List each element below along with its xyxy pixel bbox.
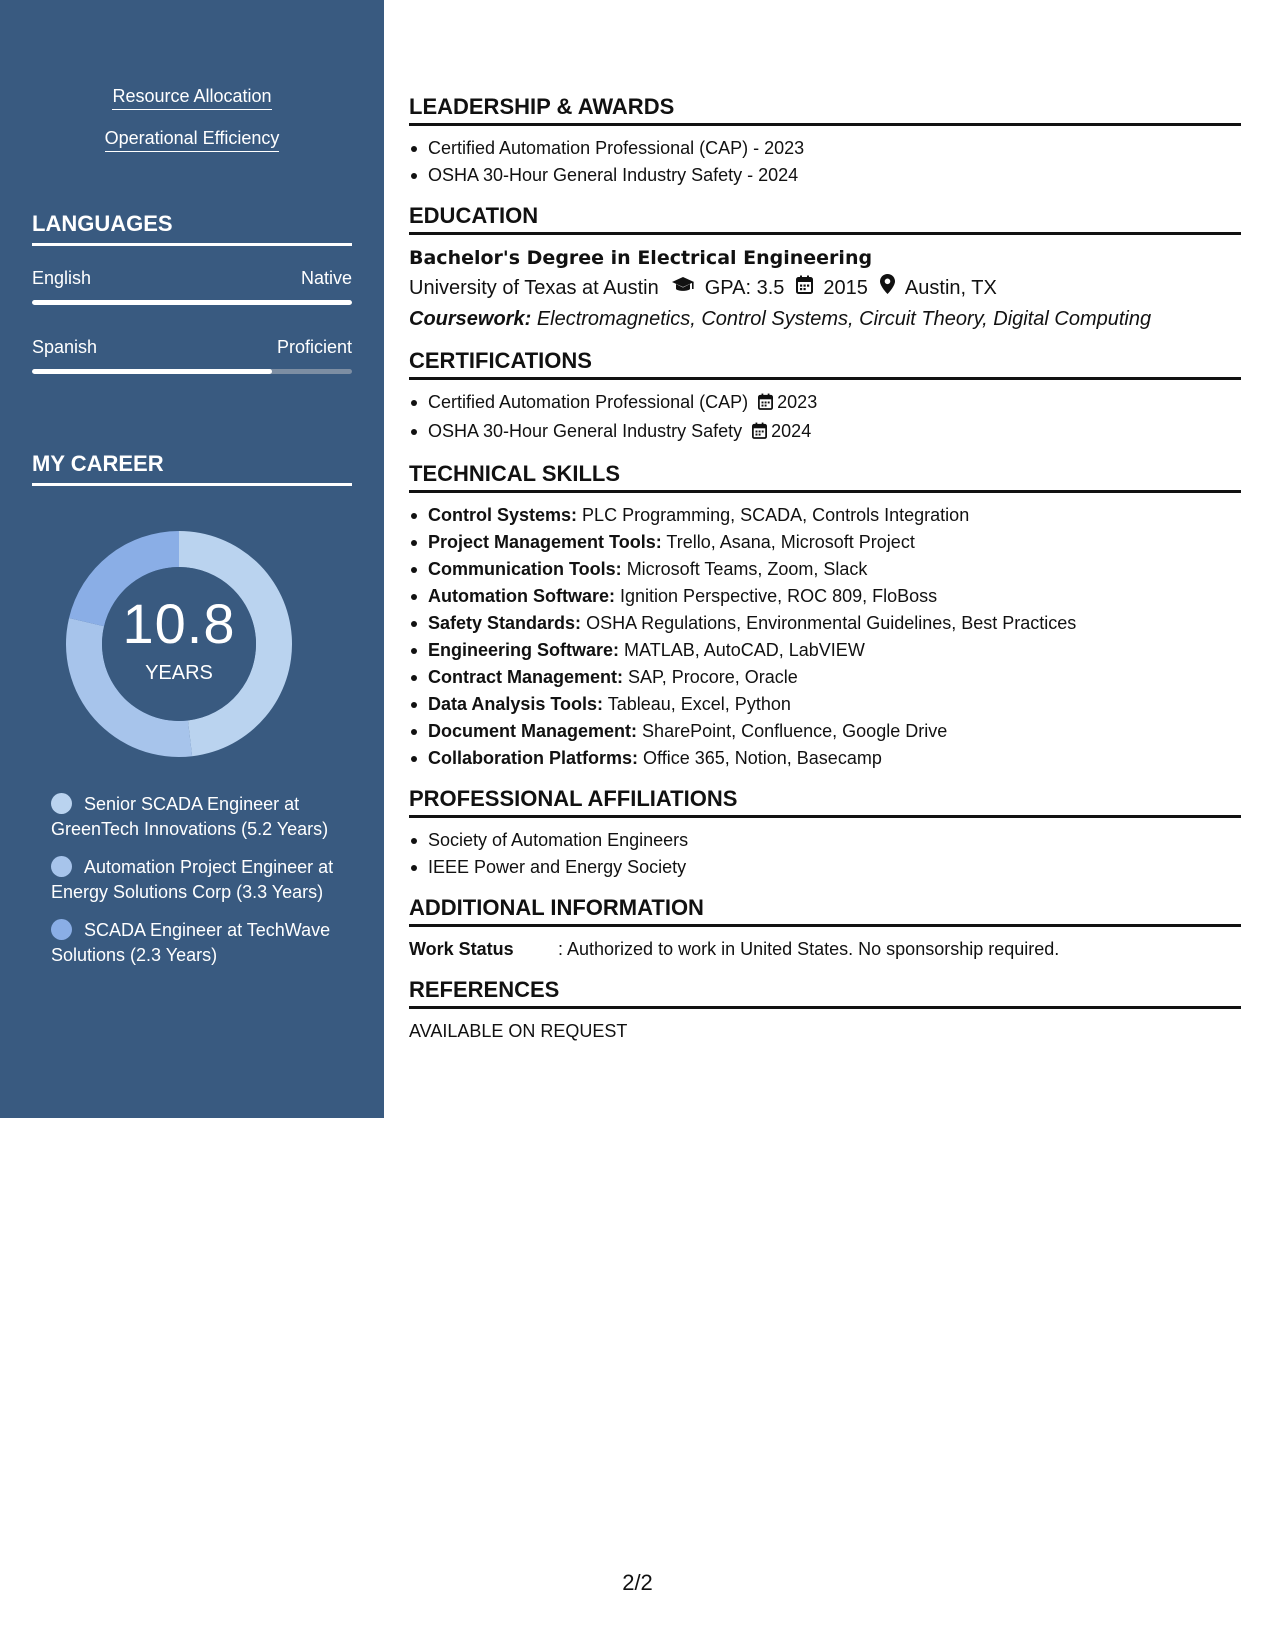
references-section (409, 977, 1241, 1045)
location-pin-icon (880, 272, 895, 304)
list-item (409, 718, 1241, 745)
section-heading-education: EDUCATION (409, 203, 1241, 235)
calendar-icon (752, 420, 767, 447)
language-row-spanish (32, 337, 352, 358)
career-donut-chart (66, 531, 292, 757)
skill-label: Contract Management: (428, 667, 624, 687)
coursework-list: Electromagnetics, Control Systems, Circuit Theory, Digital Computing (536, 308, 1152, 330)
career-item (51, 855, 341, 904)
leadership-list (409, 135, 1241, 189)
section-heading-skills: TECHNICAL SKILLS (409, 461, 1241, 493)
list-item (409, 529, 1241, 556)
career-item-text: SCADA Engineer at TechWave Solutions (2.3 Years) (51, 920, 331, 965)
skill-value: SharePoint, Confluence, Google Drive (642, 721, 948, 741)
sidebar-skill-links (0, 86, 384, 170)
calendar-icon (758, 391, 773, 418)
skill-value: Microsoft Teams, Zoom, Slack (626, 559, 868, 579)
sidebar (0, 0, 384, 1118)
section-heading-affiliations: PROFESSIONAL AFFILIATIONS (409, 786, 1241, 818)
list-item (409, 583, 1241, 610)
list-item (409, 610, 1241, 637)
skill-value: SAP, Procore, Oracle (628, 667, 798, 687)
skill-label: Safety Standards: (428, 613, 582, 633)
graduation-cap-icon (671, 272, 695, 304)
school-location: Austin, TX (904, 277, 997, 299)
language-name: Spanish (32, 337, 98, 357)
career-item-text: Senior SCADA Engineer at GreenTech Innovations (5.2 Years) (51, 794, 329, 839)
skill-value: Trello, Asana, Microsoft Project (666, 532, 915, 552)
skill-value: OSHA Regulations, Environmental Guidelines, Best Practices (586, 613, 1077, 633)
language-bar-english (32, 300, 352, 305)
list-item (409, 664, 1241, 691)
list-item (409, 556, 1241, 583)
section-heading-certifications: CERTIFICATIONS (409, 348, 1241, 380)
coursework (409, 304, 1241, 334)
career-total-unit: YEARS (145, 662, 213, 684)
work-status-row (409, 936, 1241, 963)
section-heading-leadership: LEADERSHIP & AWARDS (409, 94, 1241, 126)
work-status-value: : Authorized to work in United States. No sponsorship required. (558, 939, 1060, 959)
certification-name: Certified Automation Professional (CAP) (428, 392, 749, 412)
section-heading-references: REFERENCES (409, 977, 1241, 1009)
languages-heading: LANGUAGES (32, 211, 352, 246)
language-level: Native (300, 268, 352, 288)
skill-value: PLC Programming, SCADA, Controls Integration (582, 505, 970, 525)
list-item: Certified Automation Professional (CAP) - 2023 (409, 135, 1241, 162)
skills-list (409, 502, 1241, 772)
career-list (51, 792, 341, 981)
gpa: GPA: 3.5 (704, 277, 785, 299)
list-item (409, 745, 1241, 772)
skill-label: Data Analysis Tools: (428, 694, 604, 714)
skill-link-resource-allocation[interactable]: Resource Allocation (112, 86, 271, 110)
list-item (409, 691, 1241, 718)
language-bar-fill (32, 369, 272, 374)
calendar-icon (796, 272, 813, 304)
skill-value: Office 365, Notion, Basecamp (643, 748, 882, 768)
career-heading: MY CAREER (32, 451, 352, 486)
language-bar-fill (32, 300, 352, 305)
list-item (409, 418, 1241, 447)
additional-info-section (409, 895, 1241, 963)
career-legend-dot (51, 856, 72, 877)
career-total-years: 10.8 (122, 592, 236, 655)
language-bar-spanish (32, 369, 352, 374)
skill-label: Document Management: (428, 721, 638, 741)
references-text: AVAILABLE ON REQUEST (409, 1021, 628, 1041)
education-details (409, 272, 1241, 304)
skill-label: Communication Tools: (428, 559, 622, 579)
skills-section (409, 461, 1241, 772)
coursework-label: Coursework: (409, 308, 532, 330)
affiliations-section (409, 786, 1241, 881)
career-item (51, 918, 341, 967)
career-item-text: Automation Project Engineer at Energy Solutions Corp (3.3 Years) (51, 857, 334, 902)
career-legend-dot (51, 793, 72, 814)
skill-label: Engineering Software: (428, 640, 620, 660)
affiliations-list (409, 827, 1241, 881)
certifications-list (409, 389, 1241, 447)
graduation-year: 2015 (823, 277, 868, 299)
skill-link-operational-efficiency[interactable]: Operational Efficiency (105, 128, 280, 152)
list-item: IEEE Power and Energy Society (409, 854, 1241, 881)
leadership-section (409, 94, 1241, 189)
language-level: Proficient (276, 337, 352, 357)
skill-value: Tableau, Excel, Python (607, 694, 791, 714)
language-name: English (32, 268, 92, 288)
list-item (409, 389, 1241, 418)
list-item (409, 637, 1241, 664)
education-section (409, 203, 1241, 334)
skill-label: Automation Software: (428, 586, 615, 606)
career-item (51, 792, 341, 841)
list-item: Society of Automation Engineers (409, 827, 1241, 854)
certification-year: 2023 (777, 392, 818, 412)
page-number: 2/2 (622, 1570, 653, 1595)
certifications-section (409, 348, 1241, 447)
degree-title: Bachelor's Degree in Electrical Engineering (409, 247, 873, 269)
skill-label: Control Systems: (428, 505, 578, 525)
career-legend-dot (51, 919, 72, 940)
main-content (409, 94, 1241, 1059)
skill-value: MATLAB, AutoCAD, LabVIEW (624, 640, 865, 660)
certification-name: OSHA 30-Hour General Industry Safety (428, 421, 743, 441)
work-status-label: Work Status (409, 939, 514, 959)
skill-label: Collaboration Platforms: (428, 748, 639, 768)
section-heading-additional: ADDITIONAL INFORMATION (409, 895, 1241, 927)
list-item: OSHA 30-Hour General Industry Safety - 2024 (409, 162, 1241, 189)
language-row-english (32, 268, 352, 289)
skill-value: Ignition Perspective, ROC 809, FloBoss (620, 586, 938, 606)
school-name: University of Texas at Austin (409, 277, 659, 299)
list-item (409, 502, 1241, 529)
skill-label: Project Management Tools: (428, 532, 662, 552)
certification-year: 2024 (771, 421, 812, 441)
